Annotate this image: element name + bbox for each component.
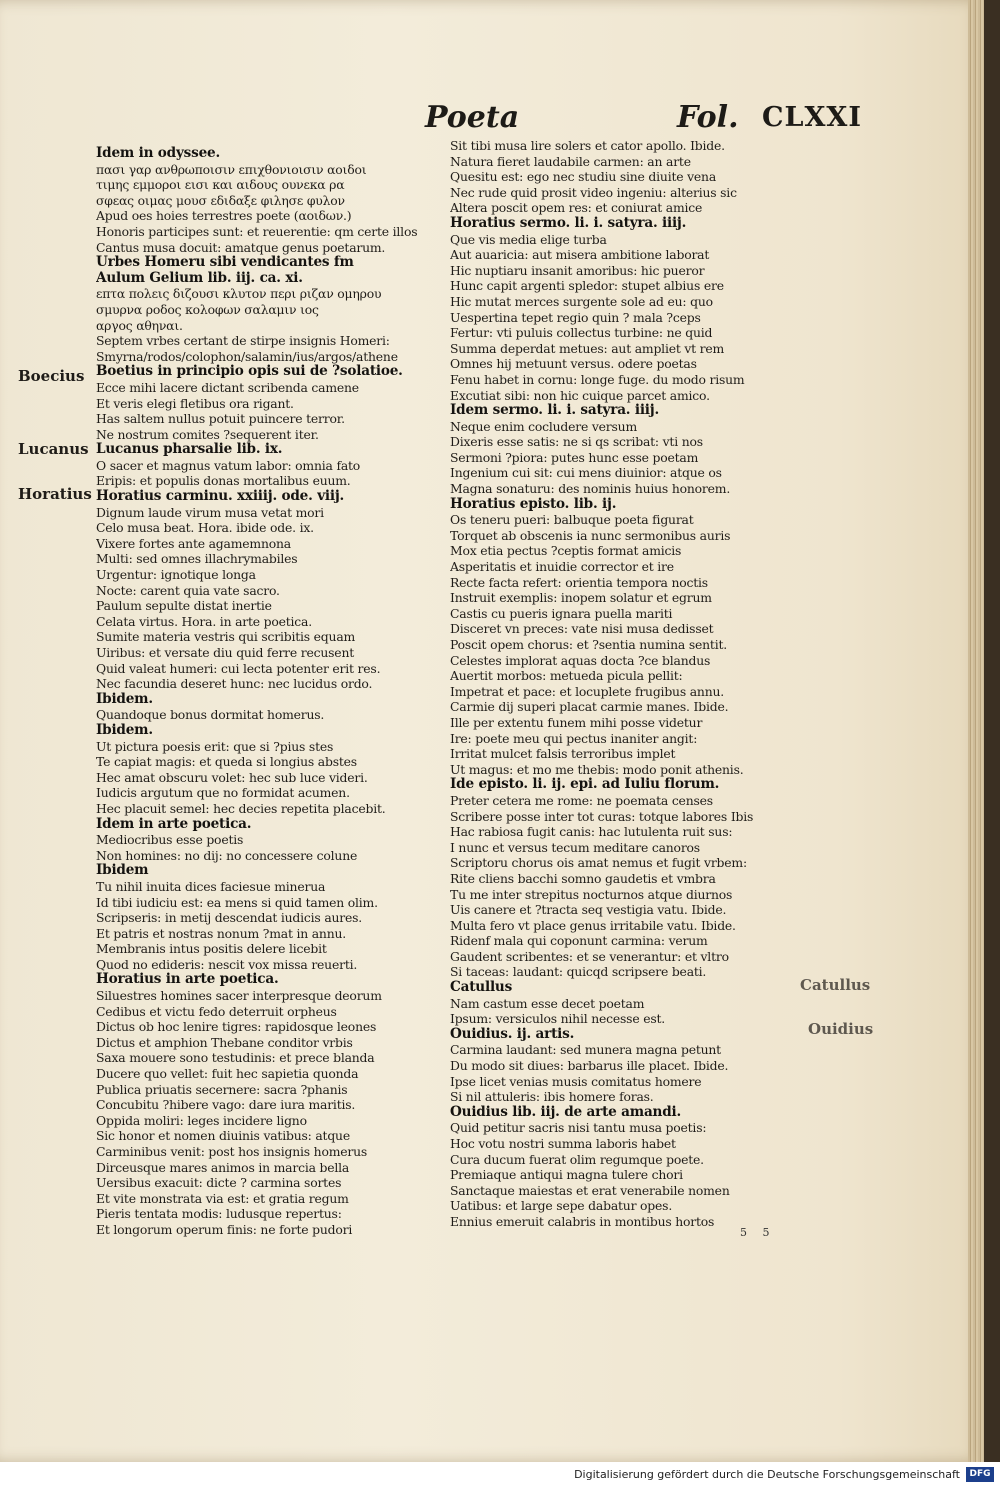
text-line: Du modo sit diues: barbarus ille placet. Ibide. xyxy=(450,1058,729,1074)
text-line: Paulum sepulte distat inertie xyxy=(96,598,272,614)
text-line: Dictus ob hoc lenire tigres: rapidosque leones xyxy=(96,1019,377,1035)
text-line: Natura fieret laudabile carmen: an arte xyxy=(450,153,691,169)
text-line: Non homines: no dij: no concessere colune xyxy=(96,847,358,863)
text-line: Urgentur: ignotique longa xyxy=(96,567,256,583)
text-line: σμυρνα ροδος κολοφων σαλαμιν ιος xyxy=(96,301,319,317)
text-line: Auertit morbos: metueda picula pellit: xyxy=(450,668,683,684)
section-heading: Idem in arte poetica. xyxy=(96,816,252,832)
text-line: Preter cetera me rome: ne poemata censes xyxy=(450,792,713,808)
text-line: Impetrat et pace: et locuplete frugibus annu. xyxy=(450,683,725,699)
text-line: Dirceusque mares animos in marcia bella xyxy=(96,1159,350,1175)
text-line: Ne nostrum comites ?sequerent iter. xyxy=(96,426,319,442)
text-line: Carmina laudant: sed munera magna petunt xyxy=(450,1042,721,1058)
text-line: Te capiat magis: et queda si longius abstes xyxy=(96,754,357,770)
text-line: Uatibus: et large sepe dabatur opes. xyxy=(450,1198,673,1214)
text-line: Que vis media elige turba xyxy=(450,231,607,247)
text-line: Iudicis argutum que no formidat acumen. xyxy=(96,785,350,801)
text-line: Quid valeat humeri: cui lecta potenter erit res. xyxy=(96,660,381,676)
section-heading: Ibidem xyxy=(96,863,149,879)
text-line: Tu nihil inuita dices faciesue minerua xyxy=(96,878,326,894)
text-line: Quid petitur sacris nisi tantu musa poetis: xyxy=(450,1120,707,1136)
section-heading: Ide episto. li. ij. epi. ad Iuliu florum. xyxy=(450,777,720,793)
text-line: Septem vrbes certant de stirpe insignis Homeri: xyxy=(96,333,390,349)
section-heading: Ouidius lib. iij. de arte amandi. xyxy=(450,1104,682,1120)
margin-note-lucanus: Lucanus xyxy=(18,440,89,458)
text-line: Eripis: et populis donas mortalibus euum. xyxy=(96,473,351,489)
text-line: Rite cliens bacchi somno gaudetis et vmbra xyxy=(450,870,716,886)
text-line: Concubitu ?hibere vago: dare iura maritis. xyxy=(96,1097,356,1113)
text-line: Saxa mouere sono testudinis: et prece blanda xyxy=(96,1050,375,1066)
text-line: Vixere fortes ante agamemnona xyxy=(96,535,291,551)
text-line: Ducere quo vellet: fuit hec sapietia quonda xyxy=(96,1066,359,1082)
text-line: Nocte: carent quia vate sacro. xyxy=(96,582,280,598)
margin-note-horatius: Horatius xyxy=(18,485,92,503)
section-heading: Catullus xyxy=(450,980,513,996)
text-line: Quesitu est: ego nec studiu sine diuite vena xyxy=(450,169,717,185)
running-head-word: Poeta xyxy=(425,100,520,135)
text-line: Instruit exemplis: inopem solatur et egrum xyxy=(450,590,712,606)
section-heading: Urbes Homeru sibi vendicantes fm xyxy=(96,255,354,271)
text-line: Nec facundia deseret hunc: nec lucidus ordo. xyxy=(96,676,373,692)
text-line: Apud oes hoies terrestres poete (αοιδων.) xyxy=(96,208,352,224)
text-line: Celata virtus. Hora. in arte poetica. xyxy=(96,613,312,629)
margin-note-catullus: Catullus xyxy=(800,976,871,994)
text-line: Sermoni ?piora: putes hunc esse poetam xyxy=(450,449,699,465)
text-line: Poscit opem chorus: et ?sentia numina sentit. xyxy=(450,637,727,652)
text-line: Irritat mulcet falsis terroribus implet xyxy=(450,746,676,762)
section-heading: Idem sermo. li. i. satyra. iiij. xyxy=(450,403,660,419)
text-line: Uiribus: et versate diu quid ferre recusent xyxy=(96,645,354,660)
text-line: Carminibus venit: post hos insignis homerus xyxy=(96,1144,368,1159)
text-line: Celo musa beat. Hora. ibide ode. ix. xyxy=(96,520,314,536)
text-line: Uis canere et ?tracta seq vestigia vatu. Ibide. xyxy=(450,902,727,918)
text-line: Oppida moliri: leges incidere ligno xyxy=(96,1112,307,1128)
text-line: Scripseris: in metij descendat iudicis aures. xyxy=(96,910,363,926)
text-line: Quandoque bonus dormitat homerus. xyxy=(96,707,325,723)
text-line: Dictus et amphion Thebane conditor vrbis xyxy=(96,1034,353,1050)
text-line: Sic honor et nomen diuinis vatibus: atque xyxy=(96,1128,350,1144)
text-line: Id tibi iudiciu est: ea mens si quid tamen olim. xyxy=(96,894,378,910)
text-line: Neque enim cocludere versum xyxy=(450,418,638,434)
text-line: Ire: poete meu qui pectus inaniter angit: xyxy=(450,730,698,746)
text-line: Quod no edideris: nescit vox missa reuerti. xyxy=(96,956,358,972)
section-heading: Ibidem. xyxy=(96,722,153,738)
text-line: Os teneru pueri: balbuque poeta figurat xyxy=(450,512,694,528)
text-line: Celestes implorat aquas docta ?ce blandus xyxy=(450,652,711,668)
text-line: Ingenium cui sit: cui mens diuinior: atque os xyxy=(450,465,722,481)
margin-note-ouidius: Ouidius xyxy=(808,1020,874,1038)
text-line: Castis cu pueris ignara puella mariti xyxy=(450,605,673,621)
text-line: Ut magus: et mo me thebis: modo ponit athenis. xyxy=(450,761,744,777)
footer-bar xyxy=(0,1462,1000,1489)
text-line: Has saltem nullus potuit puincere terror. xyxy=(96,411,345,427)
text-line: Et patris et nostras nonum ?mat in annu. xyxy=(96,925,347,941)
section-heading: Horatius episto. lib. ij. xyxy=(450,496,617,512)
text-line: Ennius emeruit calabris in montibus hortos xyxy=(450,1213,715,1229)
text-line: Fenu habet in cornu: longe fuge. du modo risum xyxy=(450,371,745,387)
text-line: Hic mutat merces surgente sole ad eu: quo xyxy=(450,293,713,309)
text-line: Altera poscit opem res: et coniurat amice xyxy=(450,200,703,216)
section-heading: Idem in odyssee. xyxy=(96,146,221,161)
section-heading: Lucanus pharsalie lib. ix. xyxy=(96,442,283,458)
text-line: Uespertina tepet regio quin ? mala ?ceps xyxy=(450,309,701,325)
text-line: αργος αθηναι. xyxy=(96,317,183,333)
text-line: σφεας οιμας μουσ εδιδαξε φιλησε φυλον xyxy=(96,192,345,208)
running-head-fol: Fol. xyxy=(677,100,739,135)
text-line: Omnes hij metuunt versus. odere poetas xyxy=(450,356,697,372)
text-line: Cura ducum fuerat olim regumque poete. xyxy=(450,1151,704,1167)
text-line: Multa fero vt place genus irritabile vatu. Ibide. xyxy=(450,917,736,933)
text-line: Sumite materia vestris qui scribitis equam xyxy=(96,629,356,645)
text-line: Nam castum esse decet poetam xyxy=(450,995,645,1011)
text-line: Multi: sed omnes illachrymabiles xyxy=(96,551,298,567)
text-line: Hec placuit semel: hec decies repetita placebit. xyxy=(96,800,386,816)
text-line: Summa deperdat metues: aut ampliet vt rem xyxy=(450,340,725,356)
section-heading: Ibidem. xyxy=(96,691,153,707)
text-line: Pieris tentata modis: ludusque repertus: xyxy=(96,1206,342,1222)
text-line: Nec rude quid prosit video ingeniu: alterius sic xyxy=(450,184,737,200)
text-line: Et longorum operum finis: ne forte pudori xyxy=(96,1221,353,1237)
funding-note: Digitalisierung gefördert durch die Deutsche Forschungsgemeinschaft xyxy=(574,1468,960,1481)
section-heading: Horatius in arte poetica. xyxy=(96,972,279,988)
text-line: Recte facta refert: orientia tempora noctis xyxy=(450,574,708,590)
text-line: Mediocribus esse poetis xyxy=(96,832,244,848)
section-heading: Horatius sermo. li. i. satyra. iiij. xyxy=(450,215,687,231)
folio-number: CLXXI xyxy=(762,102,863,133)
right-text-column xyxy=(450,138,800,1230)
text-line: Ut pictura poesis erit: que si ?pius stes xyxy=(96,738,334,754)
text-line: Smyrna/rodos/colophon/salamin/ius/argos/athene xyxy=(96,348,398,364)
text-line: Scribere posse inter tot curas: totque labores Ibis xyxy=(450,808,754,824)
text-line: Scriptoru chorus ois amat nemus et fugit vrbem: xyxy=(450,855,747,871)
text-line: Fertur: vti puluis collectus turbine: ne quid xyxy=(450,325,713,341)
page-edge xyxy=(968,0,984,1462)
text-line: Gaudent scribentes: et se venerantur: et vltro xyxy=(450,948,729,964)
text-line: επτα πολεις διζουσι κλυτον περι ριζαν ομηρου xyxy=(96,286,382,302)
text-line: O sacer et magnus vatum labor: omnia fato xyxy=(96,457,361,473)
text-line: Cedibus et victu fedo deterruit orpheus xyxy=(96,1003,337,1019)
text-line: Uersibus exacuit: dicte ? carmina sortes xyxy=(96,1175,342,1191)
text-line: Hic nuptiaru insanit amoribus: hic pueror xyxy=(450,262,705,278)
text-line: Magna sonaturu: des nominis huius honorem. xyxy=(450,481,731,497)
text-line: Asperitatis et inuidie corrector et ire xyxy=(450,559,674,575)
text-line: Honoris participes sunt: et reuerentie: qm certe illos xyxy=(96,223,418,239)
text-line: Membranis intus positis delere licebit xyxy=(96,941,327,957)
text-line: Hec amat obscuru volet: hec sub luce videri. xyxy=(96,769,368,785)
text-line: Sanctaque maiestas et erat venerabile nomen xyxy=(450,1182,730,1198)
text-line: Et veris elegi fletibus ora rigant. xyxy=(96,395,294,411)
text-line: Aut auaricia: aut misera ambitione laborat xyxy=(450,247,710,263)
margin-note-boecius: Boecius xyxy=(18,367,85,385)
text-line: Cantus musa docuit: amatque genus poetarum. xyxy=(96,239,386,255)
section-heading: Aulum Gelium lib. iij. ca. xi. xyxy=(96,270,303,286)
text-line: Disceret vn preces: vate nisi musa dedisset xyxy=(450,621,714,637)
text-line: Si nil attuleris: ibis homere foras. xyxy=(450,1089,654,1105)
text-line: Premiaque antiqui magna tulere chori xyxy=(450,1167,683,1183)
text-line: τιμης εμμοροι εισι και αιδους ουνεκα ρα xyxy=(96,177,345,193)
text-line: Dignum laude virum musa vetat mori xyxy=(96,504,324,520)
text-line: Et vite monstrata via est: et gratia regum xyxy=(96,1190,349,1206)
text-line: I nunc et versus tecum meditare canoros xyxy=(450,839,700,855)
text-line: Publica priuatis secernere: sacra ?phanis xyxy=(96,1081,348,1097)
signature-mark: 5 5 xyxy=(740,1226,776,1239)
text-line: Si taceas: laudant: quicqd scripsere beati. xyxy=(450,964,707,980)
text-line: Ille per extentu funem mihi posse videtur xyxy=(450,714,703,730)
text-line: Dixeris esse satis: ne si qs scribat: vti nos xyxy=(450,434,703,450)
text-line: Hoc votu nostri summa laboris habet xyxy=(450,1136,676,1151)
text-line: Carmie dij superi placat carmie manes. Ibide. xyxy=(450,699,729,715)
section-heading: Horatius carminu. xxiiij. ode. viij. xyxy=(96,489,345,505)
text-line: Siluestres homines sacer interpresque deorum xyxy=(96,988,382,1004)
text-line: Tu me inter strepitus nocturnos atque diurnos xyxy=(450,886,733,902)
text-line: Hunc capit argenti spledor: stupet albius ere xyxy=(450,278,724,294)
section-heading: Ouidius. ij. artis. xyxy=(450,1026,575,1042)
text-line: Ecce mihi lacere dictant scribenda camene xyxy=(96,379,359,395)
text-line: Mox etia pectus ?ceptis format amicis xyxy=(450,543,682,559)
text-line: Hac rabiosa fugit canis: hac lutulenta ruit sus: xyxy=(450,824,733,840)
left-text-column xyxy=(96,146,446,1238)
text-line: πασι γαρ ανθρωποισιν επιχθονιοισιν αοιδοι xyxy=(96,161,367,177)
text-line: Ridenf mala qui coponunt carmina: verum xyxy=(450,933,708,949)
text-line: Torquet ab obscenis ia nunc sermonibus auris xyxy=(450,527,731,543)
text-line: Sit tibi musa lire solers et cator apollo. Ibide. xyxy=(450,138,725,153)
text-line: Ipsum: versiculos nihil necesse est. xyxy=(450,1011,666,1027)
text-line: Ipse licet venias musis comitatus homere xyxy=(450,1073,702,1089)
text-line: Excutiat sibi: non hic cuique parcet amico. xyxy=(450,387,710,403)
dfg-logo: DFG xyxy=(966,1467,994,1482)
section-heading: Boetius in principio opis sui de ?solatioe. xyxy=(96,364,403,380)
